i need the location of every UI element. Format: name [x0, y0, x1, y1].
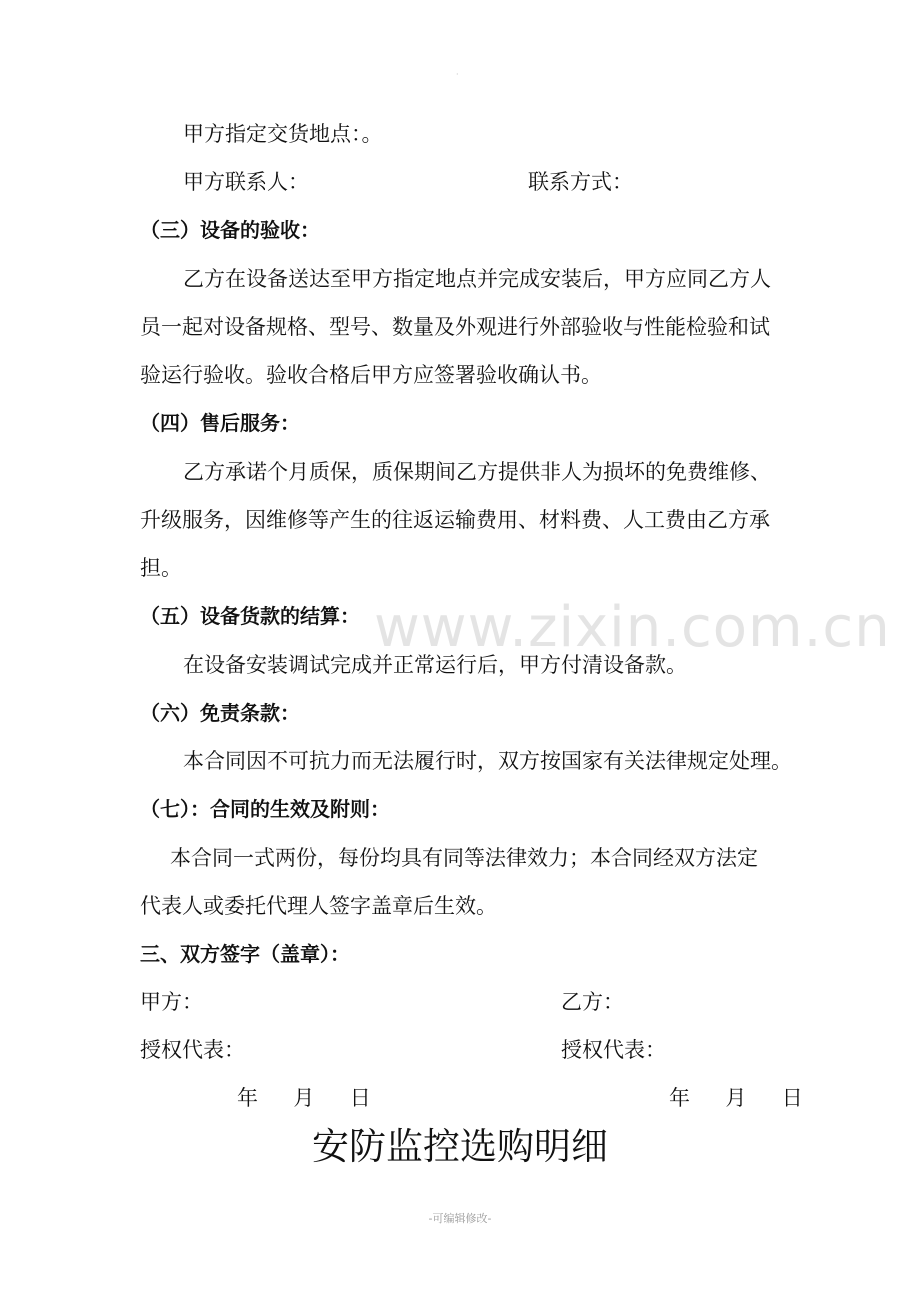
effectiveness-line-1: 本合同一式两份，每份均具有同等法律效力；本合同经双方法定 — [170, 846, 758, 870]
date-day: 日 — [349, 1086, 371, 1110]
effectiveness-line-2: 代表人或委托代理人签字盖章后生效。 — [140, 894, 497, 918]
section-acceptance-heading: （三）设备的验收： — [140, 218, 320, 242]
disclaimer-line-1: 本合同因不可抗力而无法履行时，双方按国家有关法律规定处理。 — [183, 749, 792, 773]
party-a-rep-label: 授权代表： — [140, 1038, 245, 1062]
date-month: 月 — [293, 1086, 315, 1110]
party-b-date — [669, 1084, 803, 1112]
contact-method-label: 联系方式： — [528, 170, 633, 194]
date-day: 日 — [781, 1086, 803, 1110]
section-effectiveness-heading: （七）：合同的生效及附则： — [140, 797, 390, 821]
party-a-date — [237, 1084, 371, 1112]
watermark: www.zixin.com.cn — [374, 595, 891, 660]
delivery-location-label: 甲方指定交货地点：。 — [183, 122, 383, 146]
after-sales-line-3: 担。 — [140, 556, 182, 580]
date-year: 年 — [237, 1086, 258, 1110]
after-sales-line-1: 乙方承诺个月质保，质保期间乙方提供非人为损坏的免费维修、 — [183, 460, 771, 484]
party-a-signature-label: 甲方： — [140, 990, 203, 1014]
page-footer: -可编辑修改- — [428, 1212, 492, 1225]
payment-line-1: 在设备安装调试完成并正常运行后，甲方付清设备款。 — [183, 653, 687, 677]
top-mark: · — [456, 70, 459, 79]
acceptance-line-3: 验运行验收。验收合格后甲方应签署验收确认书。 — [140, 363, 602, 387]
next-section-title: 安防监控选购明细 — [312, 1125, 608, 1168]
date-year: 年 — [669, 1086, 690, 1110]
section-payment-heading: （五）设备货款的结算： — [140, 604, 360, 628]
after-sales-line-2: 升级服务，因维修等产生的往返运输费用、材料费、人工费由乙方承 — [140, 508, 770, 532]
section-after-sales-heading: （四）售后服务： — [140, 411, 300, 435]
signatures-heading: 三、双方签字（盖章）： — [140, 942, 350, 966]
acceptance-line-1: 乙方在设备送达至甲方指定地点并完成安装后，甲方应同乙方人 — [183, 267, 771, 291]
party-b-rep-label: 授权代表： — [561, 1038, 666, 1062]
party-b-signature-label: 乙方： — [561, 990, 624, 1014]
section-disclaimer-heading: （六）免责条款： — [140, 701, 300, 725]
date-month: 月 — [725, 1086, 747, 1110]
acceptance-line-2: 员一起对设备规格、型号、数量及外观进行外部验收与性能检验和试 — [140, 315, 770, 339]
party-a-contact-label: 甲方联系人： — [183, 170, 309, 194]
